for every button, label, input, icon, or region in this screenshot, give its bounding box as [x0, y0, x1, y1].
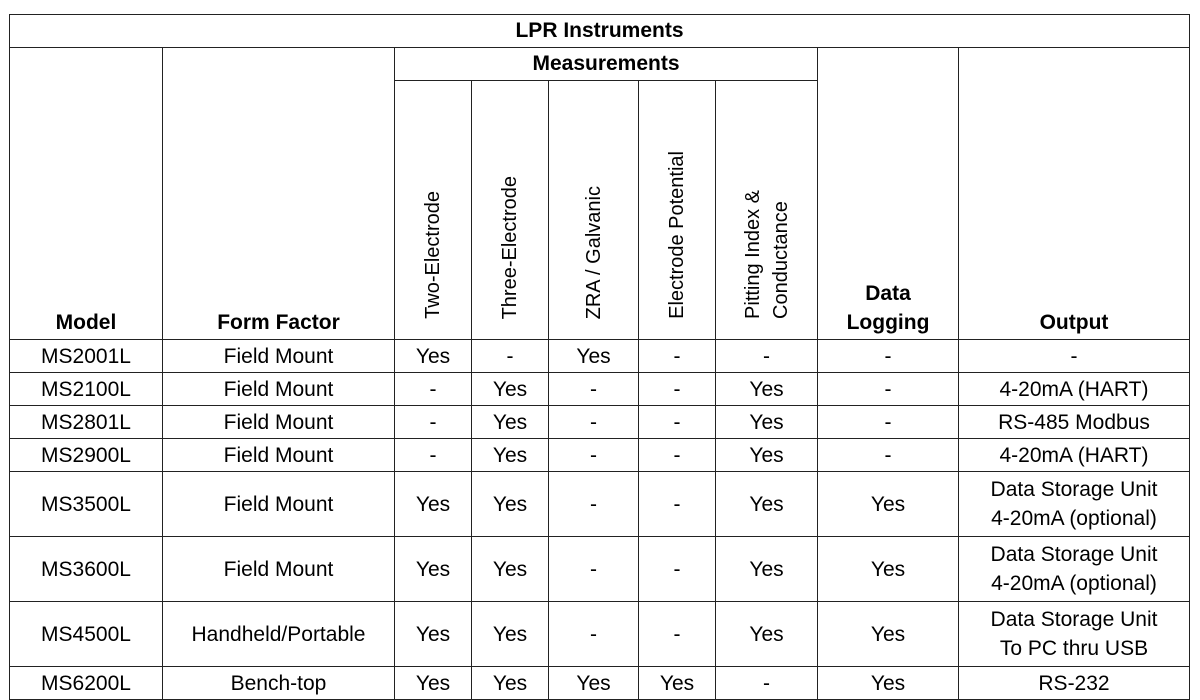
header-output: Output — [959, 48, 1190, 340]
cell-pitting: Yes — [716, 537, 818, 602]
cell-electrode-potential: - — [639, 340, 716, 373]
cell-two-electrode: Yes — [395, 472, 472, 537]
cell-electrode-potential: - — [639, 439, 716, 472]
table-row — [10, 439, 1190, 472]
cell-pitting: Yes — [716, 373, 818, 406]
header-pitting-line2: Conductance — [769, 201, 792, 319]
cell-form-factor: Field Mount — [163, 439, 395, 472]
header-data-logging-line1: Data — [865, 282, 911, 305]
cell-zra: - — [549, 373, 639, 406]
cell-pitting: - — [716, 340, 818, 373]
header-form-factor: Form Factor — [163, 48, 395, 340]
cell-pitting: Yes — [716, 406, 818, 439]
header-data-logging-line2: Logging — [846, 311, 930, 334]
cell-model: MS2900L — [10, 439, 163, 472]
header-two-electrode — [395, 81, 472, 340]
cell-electrode-potential: - — [639, 472, 716, 537]
cell-data-logging: Yes — [818, 602, 959, 667]
cell-output-line1: Data Storage Unit — [990, 478, 1158, 501]
cell-three-electrode: Yes — [472, 537, 549, 602]
cell-zra: - — [549, 537, 639, 602]
cell-zra: - — [549, 439, 639, 472]
cell-data-logging: Yes — [818, 472, 959, 537]
cell-model: MS3500L — [10, 472, 163, 537]
cell-form-factor: Field Mount — [163, 406, 395, 439]
cell-two-electrode: - — [395, 373, 472, 406]
lpr-instruments-table-wrap — [9, 14, 1190, 700]
cell-model: MS6200L — [10, 667, 163, 700]
table-row — [10, 537, 1190, 602]
cell-pitting: Yes — [716, 472, 818, 537]
cell-zra: - — [549, 406, 639, 439]
cell-model: MS2801L — [10, 406, 163, 439]
header-data-logging — [818, 48, 959, 340]
cell-data-logging: - — [818, 406, 959, 439]
cell-output-line1: Data Storage Unit — [990, 543, 1158, 566]
cell-data-logging: Yes — [818, 667, 959, 700]
cell-model: MS2001L — [10, 340, 163, 373]
cell-output-line1: Data Storage Unit — [990, 608, 1158, 631]
lpr-instruments-table — [9, 14, 1190, 700]
header-model: Model — [10, 48, 163, 340]
cell-two-electrode: - — [395, 406, 472, 439]
cell-form-factor: Field Mount — [163, 373, 395, 406]
header-zra-galvanic — [549, 81, 639, 340]
table-row — [10, 602, 1190, 667]
cell-output-line2: 4-20mA (optional) — [991, 572, 1157, 595]
cell-two-electrode: Yes — [395, 340, 472, 373]
cell-output: RS-232 — [959, 667, 1190, 700]
cell-pitting: Yes — [716, 602, 818, 667]
cell-zra: Yes — [549, 667, 639, 700]
cell-model: MS2100L — [10, 373, 163, 406]
cell-form-factor: Field Mount — [163, 340, 395, 373]
cell-electrode-potential: - — [639, 602, 716, 667]
cell-form-factor: Handheld/Portable — [163, 602, 395, 667]
cell-pitting: Yes — [716, 439, 818, 472]
cell-electrode-potential: - — [639, 373, 716, 406]
cell-output: 4-20mA (HART) — [959, 373, 1190, 406]
header-measurements: Measurements — [395, 48, 818, 81]
cell-form-factor: Field Mount — [163, 537, 395, 602]
cell-output — [959, 472, 1190, 537]
cell-output — [959, 537, 1190, 602]
cell-data-logging: - — [818, 373, 959, 406]
cell-data-logging: Yes — [818, 537, 959, 602]
table-title: LPR Instruments — [10, 15, 1190, 48]
cell-output-line2: To PC thru USB — [999, 637, 1149, 660]
table-row — [10, 667, 1190, 700]
cell-electrode-potential: - — [639, 406, 716, 439]
table-row — [10, 406, 1190, 439]
cell-form-factor: Field Mount — [163, 472, 395, 537]
header-electrode-potential — [639, 81, 716, 340]
cell-three-electrode: Yes — [472, 439, 549, 472]
cell-output-line2: 4-20mA (optional) — [991, 507, 1157, 530]
cell-data-logging: - — [818, 340, 959, 373]
cell-two-electrode: Yes — [395, 667, 472, 700]
header-zra-galvanic-text: ZRA / Galvanic — [582, 185, 605, 319]
table-row — [10, 472, 1190, 537]
table-row — [10, 340, 1190, 373]
cell-two-electrode: Yes — [395, 602, 472, 667]
header-pitting-index-text — [739, 190, 795, 319]
cell-data-logging: - — [818, 439, 959, 472]
cell-three-electrode: Yes — [472, 602, 549, 667]
header-three-electrode-text: Three-Electrode — [499, 175, 521, 319]
cell-output: - — [959, 340, 1190, 373]
cell-two-electrode: Yes — [395, 537, 472, 602]
cell-three-electrode: - — [472, 340, 549, 373]
cell-output — [959, 602, 1190, 667]
cell-pitting: - — [716, 667, 818, 700]
header-two-electrode-text: Two-Electrode — [422, 191, 444, 319]
cell-output: RS-485 Modbus — [959, 406, 1190, 439]
cell-electrode-potential: - — [639, 537, 716, 602]
cell-electrode-potential: Yes — [639, 667, 716, 700]
cell-zra: - — [549, 602, 639, 667]
cell-two-electrode: - — [395, 439, 472, 472]
cell-three-electrode: Yes — [472, 667, 549, 700]
cell-model: MS3600L — [10, 537, 163, 602]
cell-output: 4-20mA (HART) — [959, 439, 1190, 472]
cell-model: MS4500L — [10, 602, 163, 667]
cell-zra: Yes — [549, 340, 639, 373]
header-three-electrode — [472, 81, 549, 340]
cell-three-electrode: Yes — [472, 472, 549, 537]
cell-zra: - — [549, 472, 639, 537]
header-pitting-index — [716, 81, 818, 340]
cell-three-electrode: Yes — [472, 373, 549, 406]
header-electrode-potential-text: Electrode Potential — [666, 151, 688, 319]
cell-form-factor: Bench-top — [163, 667, 395, 700]
cell-three-electrode: Yes — [472, 406, 549, 439]
header-pitting-line1: Pitting Index & — [741, 190, 764, 319]
table-row — [10, 373, 1190, 406]
